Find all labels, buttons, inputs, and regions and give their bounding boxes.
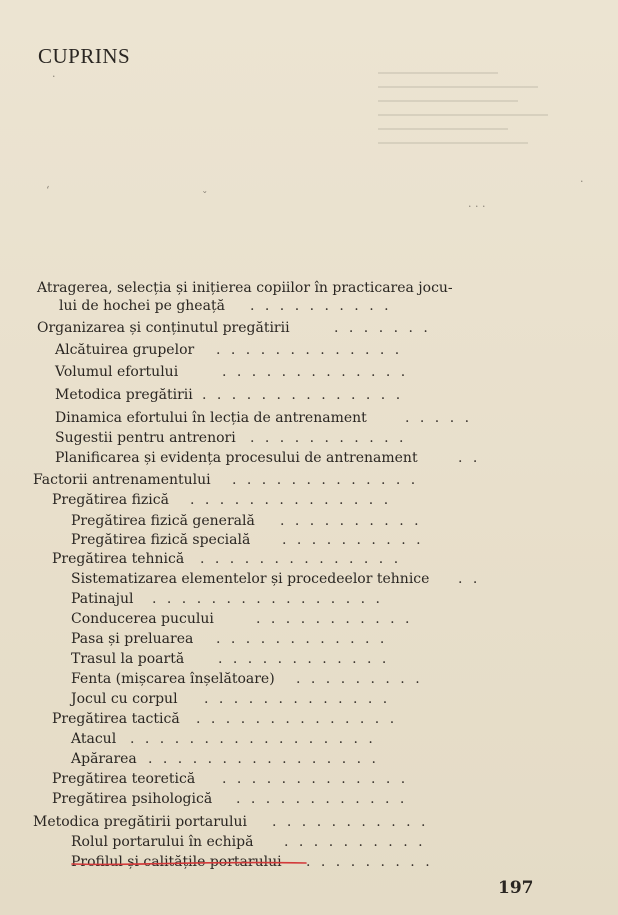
toc-entry-title: Pregătirea tehnică — [52, 551, 185, 567]
toc-entry-title: Alcătuirea grupelor — [55, 342, 195, 358]
dot-leader: . . . . . . . . . . . — [272, 814, 429, 830]
toc-entry-title: Pregătirea fizică — [52, 492, 169, 508]
toc-entry-title: Profilul și calitățile portarului — [71, 854, 282, 870]
dot-leader: . . . . . . . . . . . — [250, 430, 407, 446]
dot-leader: . . . . . . . . . . . . . . . . — [152, 591, 383, 607]
toc-entry-title: Trasul la poartă — [71, 651, 185, 667]
dot-leader: . . . . . . . . . . . . . . — [190, 492, 392, 508]
dot-leader: . . . . . — [405, 410, 473, 426]
toc-entry-title: Sistematizarea elementelor și procedeelor tehnice — [71, 571, 430, 587]
toc-entry-title: Jocul cu corpul — [71, 691, 178, 707]
dot-leader: . . . . . . . . . — [296, 671, 423, 687]
toc-entry-title: Metodica pregătirii — [55, 387, 193, 403]
speck: ‘ — [46, 184, 50, 197]
dot-leader: . . . . . . . . . . . . — [216, 631, 388, 647]
toc-entry-title: Pregătirea tactică — [52, 711, 180, 727]
toc-entry-title: Dinamica efortului în lecția de antrenament — [55, 410, 367, 426]
toc-entry-title: Metodica pregătirii portarului — [33, 814, 247, 830]
toc-entry-title: Patinajul — [71, 591, 134, 607]
speck: ˇ — [202, 190, 208, 203]
toc-entry-title: Pregătirea fizică specială — [71, 532, 251, 548]
dot-leader: . . . . . . . . . . . . . . . . — [148, 751, 379, 767]
toc-entry-title: Rolul portarului în echipă — [71, 834, 254, 850]
toc-entry-title: Apărarea — [71, 751, 137, 767]
dot-leader: . . . . . . . . . . — [280, 513, 422, 529]
toc-entry-title: Sugestii pentru antrenori — [55, 430, 236, 446]
speck: · · · — [468, 200, 486, 213]
toc-entry-title: Atragerea, selecția și inițierea copiilor în practicarea jocu- — [37, 280, 453, 296]
dot-leader: . . . . . . . . . . — [284, 834, 426, 850]
toc-entry-title: Factorii antrenamentului — [33, 472, 211, 488]
dot-leader: . . . . . . . . . . . . . — [222, 364, 409, 380]
page-number: 197 — [498, 878, 534, 898]
dot-leader: . . . . . . . — [334, 320, 431, 336]
toc-entry-title: Conducerea pucului — [71, 611, 214, 627]
dot-leader: . . . . . . . . . . . . . — [222, 771, 409, 787]
toc-entry-title: Atacul — [71, 731, 117, 747]
speck: · — [580, 175, 584, 188]
toc-entry-title: Fenta (mișcarea înșelătoare) — [71, 671, 275, 687]
dot-leader: . . . . . . . . . — [306, 854, 433, 870]
toc-entry-title: Planificarea și evidența procesului de antrenament — [55, 450, 418, 466]
toc-entry-title: Volumul efortului — [55, 364, 179, 380]
toc-entry-title: Pregătirea psihologică — [52, 791, 213, 807]
toc-entry-title: lui de hochei pe gheață — [59, 298, 225, 314]
toc-entry-title: Pregătirea fizică generală — [71, 513, 255, 529]
dot-leader: . . . . . . . . . . . . — [236, 791, 408, 807]
toc-entry-title: Organizarea și conținutul pregătirii — [37, 320, 290, 336]
speck: · — [52, 70, 56, 83]
dot-leader: . . . . . . . . . . . . . . . . . — [130, 731, 376, 747]
dot-leader: . . . . . . . . . . . . . . — [200, 551, 402, 567]
toc-entry-title: Pregătirea teoretică — [52, 771, 196, 787]
bleed-through-text — [378, 60, 578, 210]
dot-leader: . . . . . . . . . . . — [256, 611, 413, 627]
dot-leader: . . . . . . . . . . . . . . — [202, 387, 404, 403]
dot-leader: . . . . . . . . . . . . . — [204, 691, 391, 707]
dot-leader: . . — [458, 571, 481, 587]
pen-underline — [70, 857, 310, 869]
dot-leader: . . . . . . . . . . . . . — [216, 342, 403, 358]
dot-leader: . . . . . . . . . . — [282, 532, 424, 548]
dot-leader: . . . . . . . . . . . . . — [232, 472, 419, 488]
toc-heading: CUPRINS — [38, 44, 131, 68]
dot-leader: . . . . . . . . . . . . — [218, 651, 390, 667]
dot-leader: . . — [458, 450, 481, 466]
dot-leader: . . . . . . . . . . . . . . — [196, 711, 398, 727]
dot-leader: . . . . . . . . . . — [250, 298, 392, 314]
toc-entry-title: Pasa și preluarea — [71, 631, 194, 647]
